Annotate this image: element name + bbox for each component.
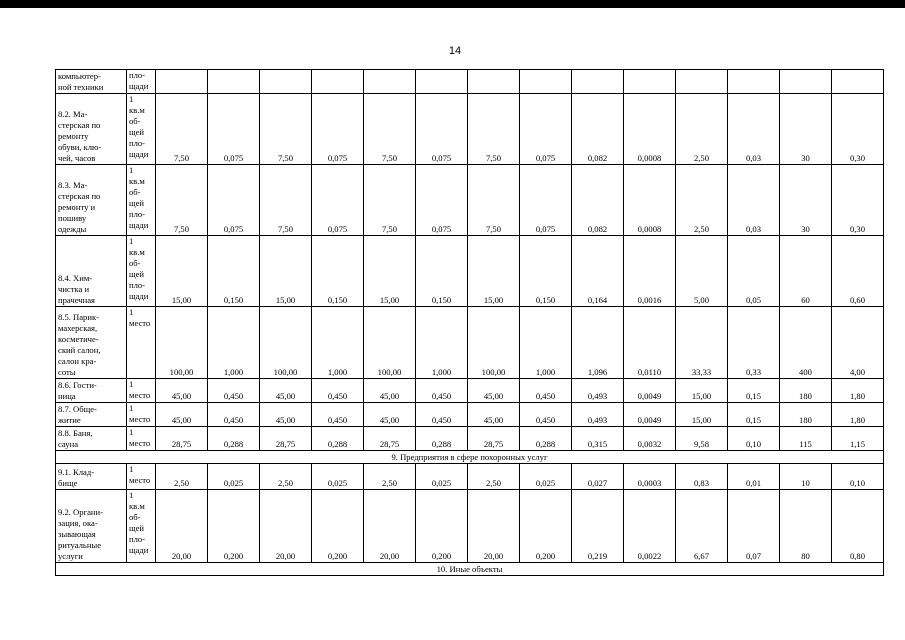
object-name-line: услуги [58,551,83,561]
object-name-cell [56,236,127,307]
object-name-line: бище [58,478,78,488]
object-name-line: прачечная [58,295,95,305]
value-cell: 0,025 [312,464,364,490]
object-name-line: ной техники [58,82,104,92]
value-cell: 2,50 [364,464,416,490]
value-cell: 60 [780,236,832,307]
value-cell: 0,288 [416,427,468,451]
unit-line: щади [129,220,149,230]
object-name-line: ница [58,391,76,401]
value-cell: 45,00 [364,403,416,427]
value-cell: 180 [780,403,832,427]
unit-line: 1 [129,403,134,413]
object-name-line: чистка и [58,284,90,294]
object-name-line: стерская по [58,191,101,201]
value-cell: 4,00 [832,307,884,379]
value-cell: 1,096 [572,307,624,379]
value-cell [364,70,416,94]
object-name-cell [56,464,127,490]
value-cell: 0,288 [312,427,364,451]
object-name-line: стерская по [58,120,101,130]
value-cell: 0,450 [208,403,260,427]
unit-cell [127,307,156,379]
object-name-line: житие [58,415,81,425]
value-cell: 0,0049 [624,403,676,427]
value-cell: 0,15 [728,403,780,427]
value-cell: 28,75 [260,427,312,451]
object-name-line: соты [58,367,76,377]
unit-line: место [129,438,151,448]
value-cell: 0,075 [208,94,260,165]
unit-line: щей [129,198,145,208]
table-row [56,379,884,403]
unit-line: место [129,475,151,485]
value-cell: 2,50 [676,94,728,165]
unit-line: щей [129,523,145,533]
value-cell: 0,150 [208,236,260,307]
unit-line: об- [129,116,141,126]
value-cell: 28,75 [156,427,208,451]
value-cell: 1,80 [832,403,884,427]
unit-line: об- [129,512,141,522]
unit-cell [127,427,156,451]
value-cell: 6,67 [676,490,728,563]
object-name-line: 9.2. Органи- [58,507,103,517]
object-name-line: одежды [58,224,87,234]
table-row [56,165,884,236]
value-cell: 0,0110 [624,307,676,379]
value-cell: 180 [780,379,832,403]
unit-cell [127,70,156,94]
value-cell: 1,15 [832,427,884,451]
value-cell: 20,00 [468,490,520,563]
value-cell: 1,000 [312,307,364,379]
value-cell: 0,200 [416,490,468,563]
unit-line: щади [129,291,149,301]
value-cell: 0,075 [520,94,572,165]
unit-line: 1 [129,490,134,500]
object-name-cell [56,427,127,451]
value-cell: 0,150 [312,236,364,307]
value-cell: 15,00 [260,236,312,307]
value-cell: 0,075 [312,94,364,165]
value-cell: 0,075 [312,165,364,236]
object-name-line: салон кра- [58,356,97,366]
unit-line: об- [129,258,141,268]
value-cell: 0,164 [572,236,624,307]
object-name-line: 9.1. Клад- [58,467,95,477]
value-cell: 0,0008 [624,165,676,236]
value-cell: 15,00 [676,403,728,427]
table-row [56,70,884,94]
value-cell: 100,00 [364,307,416,379]
value-cell [728,70,780,94]
value-cell: 45,00 [468,403,520,427]
unit-line: пло- [129,280,146,290]
unit-cell [127,464,156,490]
unit-line: 1 [129,236,134,246]
norms-table [55,69,884,576]
value-cell: 0,025 [416,464,468,490]
table-row [56,427,884,451]
value-cell: 80 [780,490,832,563]
value-cell: 0,450 [208,379,260,403]
unit-line: щей [129,127,145,137]
value-cell [676,70,728,94]
object-name-line: махерская, [58,323,98,333]
value-cell: 0,200 [312,490,364,563]
object-name-cell [56,70,127,94]
value-cell: 0,30 [832,94,884,165]
unit-line: щади [129,545,149,555]
object-name-line: компьютер- [58,71,101,81]
value-cell: 0,150 [520,236,572,307]
value-cell: 0,025 [520,464,572,490]
object-name-line: пошиву [58,213,87,223]
value-cell: 115 [780,427,832,451]
unit-line: место [129,318,151,328]
value-cell: 2,50 [676,165,728,236]
value-cell: 400 [780,307,832,379]
unit-line: 1 [129,427,134,437]
value-cell: 45,00 [156,379,208,403]
value-cell: 7,50 [156,165,208,236]
value-cell: 0,075 [416,165,468,236]
value-cell: 2,50 [468,464,520,490]
value-cell: 0,03 [728,94,780,165]
object-name-line: обуви, клю- [58,142,102,152]
value-cell: 2,50 [260,464,312,490]
value-cell: 100,00 [468,307,520,379]
unit-line: место [129,390,151,400]
value-cell: 0,075 [208,165,260,236]
value-cell: 33,33 [676,307,728,379]
table-row [56,464,884,490]
value-cell: 30 [780,94,832,165]
value-cell: 0,80 [832,490,884,563]
value-cell: 0,10 [728,427,780,451]
value-cell [260,70,312,94]
unit-line: кв.м [129,176,145,186]
value-cell: 0,60 [832,236,884,307]
value-cell: 0,200 [208,490,260,563]
value-cell [520,70,572,94]
value-cell: 15,00 [156,236,208,307]
unit-line: щади [129,149,149,159]
unit-line: 1 [129,307,134,317]
unit-line: пло- [129,209,146,219]
value-cell: 45,00 [468,379,520,403]
object-name-line: косметиче- [58,334,99,344]
object-name-cell [56,403,127,427]
value-cell: 0,33 [728,307,780,379]
value-cell: 28,75 [364,427,416,451]
value-cell: 15,00 [364,236,416,307]
value-cell: 2,50 [156,464,208,490]
value-cell: 20,00 [156,490,208,563]
value-cell: 0,15 [728,379,780,403]
value-cell: 0,288 [520,427,572,451]
unit-line: кв.м [129,501,145,511]
value-cell: 0,075 [520,165,572,236]
value-cell: 0,05 [728,236,780,307]
object-name-line: 8.7. Обще- [58,404,97,414]
object-name-cell [56,490,127,563]
unit-line: 1 [129,165,134,175]
value-cell: 10 [780,464,832,490]
value-cell: 0,219 [572,490,624,563]
value-cell [156,70,208,94]
value-cell: 5,00 [676,236,728,307]
value-cell: 45,00 [260,403,312,427]
value-cell: 0,450 [312,379,364,403]
value-cell: 0,200 [520,490,572,563]
value-cell: 28,75 [468,427,520,451]
value-cell: 15,00 [676,379,728,403]
value-cell: 0,493 [572,379,624,403]
value-cell: 0,0049 [624,379,676,403]
unit-cell [127,94,156,165]
value-cell: 0,082 [572,165,624,236]
unit-line: кв.м [129,105,145,115]
unit-line: щади [129,81,149,91]
object-name-line: ремонту и [58,202,96,212]
value-cell: 0,07 [728,490,780,563]
unit-cell [127,236,156,307]
value-cell: 0,450 [312,403,364,427]
value-cell: 1,000 [208,307,260,379]
unit-line: пло- [129,70,146,80]
object-name-line: сауна [58,439,79,449]
value-cell [416,70,468,94]
value-cell: 0,450 [520,403,572,427]
value-cell: 7,50 [468,94,520,165]
value-cell: 0,075 [416,94,468,165]
object-name-line: зывающая [58,529,96,539]
object-name-line: ритуальные [58,540,102,550]
value-cell: 7,50 [364,165,416,236]
unit-line: 1 [129,94,134,104]
unit-line: 1 [129,464,134,474]
section-title: 10. Иные объекты [56,563,884,576]
object-name-line: ремонту [58,131,89,141]
object-name-cell [56,307,127,379]
value-cell: 30 [780,165,832,236]
object-name-line: 8.4. Хим- [58,273,93,283]
value-cell: 0,150 [416,236,468,307]
value-cell: 45,00 [260,379,312,403]
value-cell [312,70,364,94]
object-name-line: 8.3. Ма- [58,180,88,190]
value-cell: 15,00 [468,236,520,307]
value-cell: 7,50 [260,94,312,165]
unit-line: пло- [129,534,146,544]
value-cell: 0,288 [208,427,260,451]
table-body [56,70,884,576]
value-cell: 0,0008 [624,94,676,165]
unit-line: 1 [129,379,134,389]
value-cell: 100,00 [156,307,208,379]
value-cell: 0,30 [832,165,884,236]
value-cell: 20,00 [364,490,416,563]
value-cell [572,70,624,94]
unit-cell [127,165,156,236]
value-cell: 7,50 [468,165,520,236]
value-cell: 45,00 [156,403,208,427]
value-cell: 0,03 [728,165,780,236]
object-name-line: чей, часов [58,153,96,163]
value-cell: 0,082 [572,94,624,165]
table-row [56,236,884,307]
value-cell: 0,01 [728,464,780,490]
value-cell: 0,0016 [624,236,676,307]
section-header-row [56,563,884,576]
value-cell: 7,50 [260,165,312,236]
object-name-cell [56,94,127,165]
page-top-border [0,0,905,8]
value-cell [624,70,676,94]
page-number: 14 [448,45,462,57]
unit-line: пло- [129,138,146,148]
unit-cell [127,379,156,403]
value-cell: 0,027 [572,464,624,490]
value-cell: 0,315 [572,427,624,451]
value-cell: 0,83 [676,464,728,490]
object-name-line: 8.6. Гости- [58,380,97,390]
value-cell: 1,000 [416,307,468,379]
value-cell: 0,450 [520,379,572,403]
value-cell: 0,025 [208,464,260,490]
value-cell: 0,493 [572,403,624,427]
unit-cell [127,403,156,427]
object-name-cell [56,165,127,236]
value-cell: 0,450 [416,403,468,427]
table-row [56,403,884,427]
object-name-line: ский салон, [58,345,101,355]
value-cell: 1,80 [832,379,884,403]
unit-line: место [129,414,151,424]
value-cell: 0,10 [832,464,884,490]
table-row [56,490,884,563]
value-cell: 9,58 [676,427,728,451]
value-cell [208,70,260,94]
object-name-line: 8.5. Парик- [58,312,99,322]
object-name-line: зация, ока- [58,518,98,528]
section-title: 9. Предприятия в сфере похоронных услуг [56,451,884,464]
object-name-line: 8.2. Ма- [58,109,88,119]
value-cell: 0,0032 [624,427,676,451]
unit-line: кв.м [129,247,145,257]
value-cell: 0,450 [416,379,468,403]
object-name-line: 8.8. Баня, [58,428,93,438]
value-cell: 0,0003 [624,464,676,490]
value-cell: 1,000 [520,307,572,379]
object-name-cell [56,379,127,403]
section-header-row [56,451,884,464]
unit-line: об- [129,187,141,197]
value-cell [832,70,884,94]
unit-cell [127,490,156,563]
table-row [56,307,884,379]
unit-line: щей [129,269,145,279]
value-cell: 7,50 [156,94,208,165]
value-cell: 100,00 [260,307,312,379]
value-cell: 7,50 [364,94,416,165]
value-cell: 20,00 [260,490,312,563]
value-cell: 0,0022 [624,490,676,563]
value-cell [780,70,832,94]
value-cell [468,70,520,94]
table-row [56,94,884,165]
value-cell: 45,00 [364,379,416,403]
